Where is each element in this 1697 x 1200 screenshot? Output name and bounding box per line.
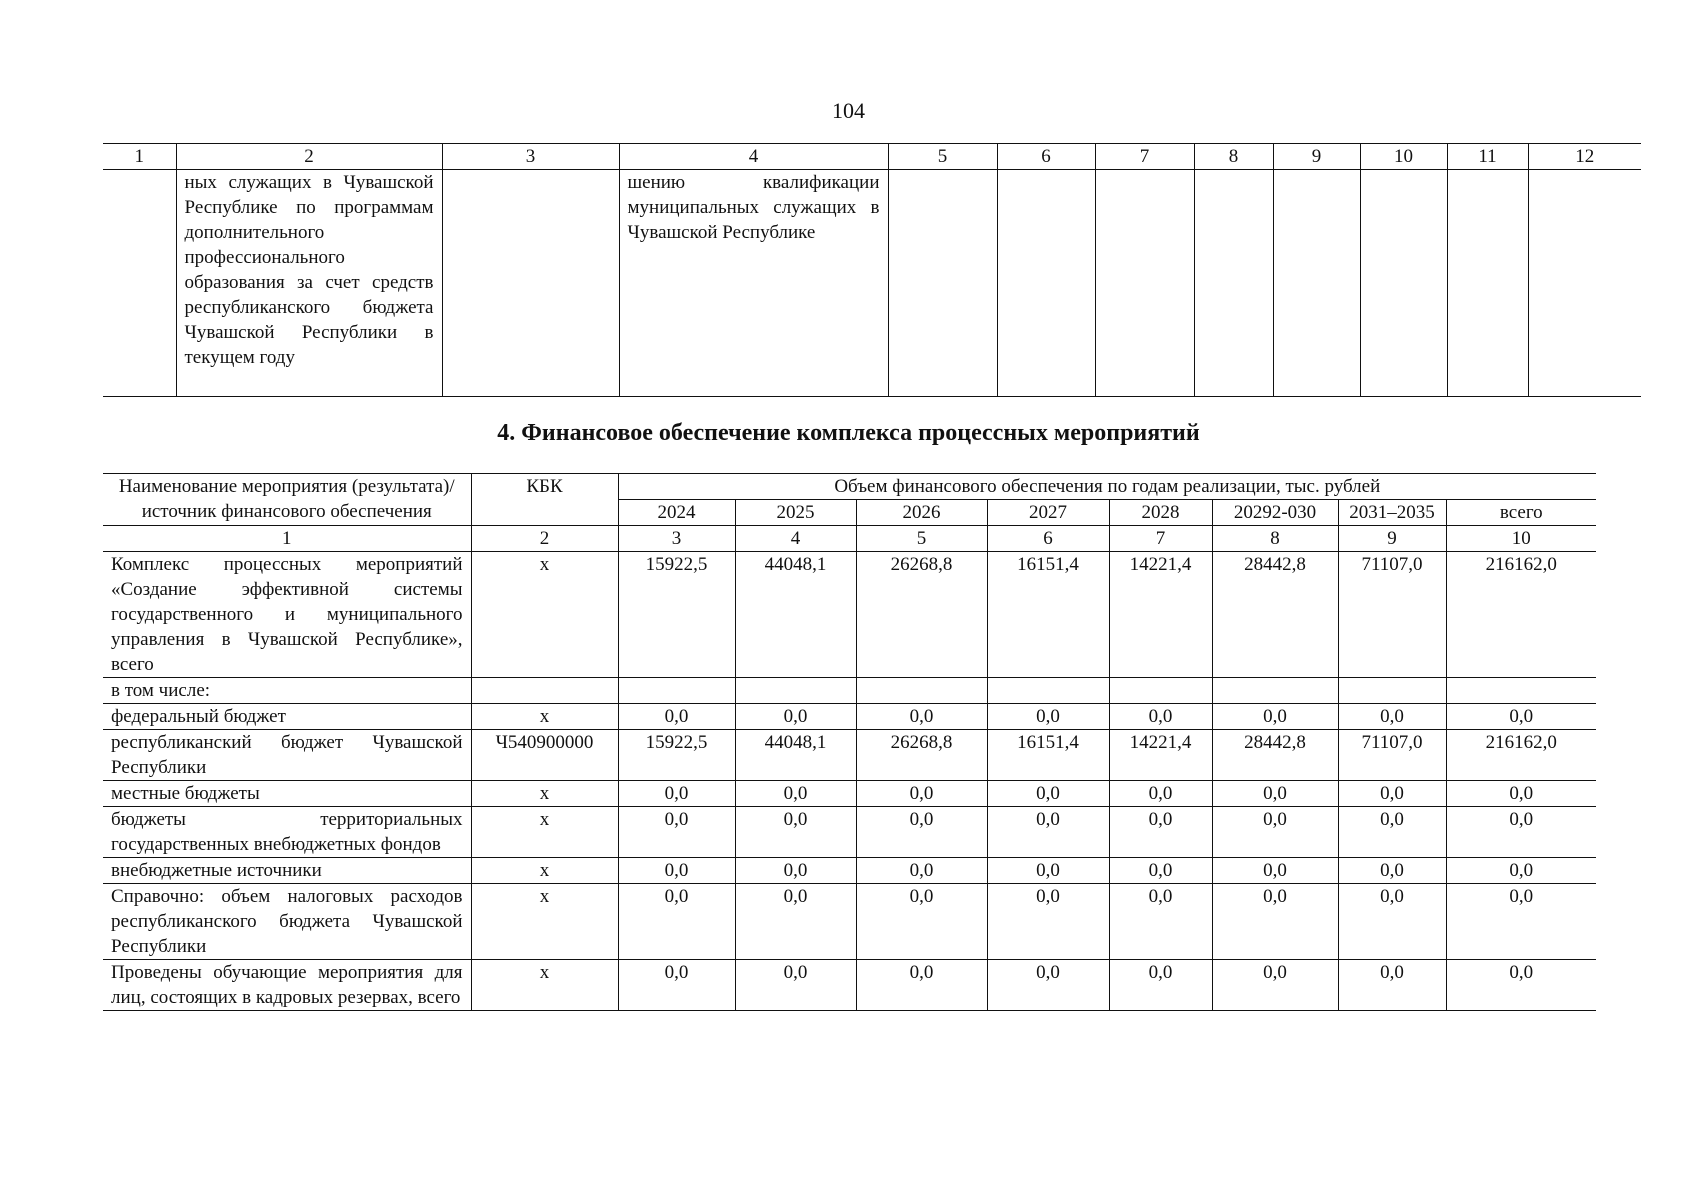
table-row xyxy=(103,884,1596,960)
year-value: 26268,8 xyxy=(856,730,987,781)
year-value: 0,0 xyxy=(856,704,987,730)
year-value: 0,0 xyxy=(618,960,735,1011)
year-value: 0,0 xyxy=(1212,884,1338,960)
year-value: 15922,5 xyxy=(618,730,735,781)
year-value: 0,0 xyxy=(735,807,856,858)
total-value: 216162,0 xyxy=(1446,552,1596,678)
column-number-row xyxy=(103,144,1641,170)
source-name: республиканский бюджет Чувашской Республики xyxy=(103,730,471,781)
total-value: 0,0 xyxy=(1446,858,1596,884)
total-value: 0,0 xyxy=(1446,781,1596,807)
indicator-description: шению квалификации муниципальных служащих в Чувашской Республике xyxy=(619,170,888,397)
column-number: 5 xyxy=(856,526,987,552)
source-name: внебюджетные источники xyxy=(103,858,471,884)
column-number: 1 xyxy=(103,144,176,170)
kbk-code xyxy=(471,678,618,704)
column-number-row xyxy=(103,526,1596,552)
source-name: Проведены обучающие мероприятия для лиц, состоящих в кадровых резервах, всего xyxy=(103,960,471,1011)
year-value: 0,0 xyxy=(1338,960,1446,1011)
year-value: 0,0 xyxy=(987,781,1109,807)
year-value: 0,0 xyxy=(856,960,987,1011)
column-number: 10 xyxy=(1446,526,1596,552)
column-number: 2 xyxy=(176,144,442,170)
year-value: 0,0 xyxy=(1212,781,1338,807)
column-number: 9 xyxy=(1273,144,1360,170)
year-value: 0,0 xyxy=(987,884,1109,960)
column-number: 6 xyxy=(987,526,1109,552)
total-value: 0,0 xyxy=(1446,704,1596,730)
year-value: 0,0 xyxy=(618,807,735,858)
year-value: 0,0 xyxy=(1338,884,1446,960)
result-description: ных служащих в Чувашской Республике по программам дополнительного профессионального образования за счет средств республиканского бюджета Чувашской Республики в текущем году xyxy=(176,170,442,397)
year-value: 0,0 xyxy=(618,858,735,884)
year-value: 0,0 xyxy=(1338,858,1446,884)
year-value: 0,0 xyxy=(987,960,1109,1011)
header-name: Наименование мероприятия (результата)/источник финансового обеспечения xyxy=(103,474,471,526)
year-value xyxy=(987,678,1109,704)
column-number: 11 xyxy=(1447,144,1528,170)
year-value: 0,0 xyxy=(618,704,735,730)
section-title: 4. Финансовое обеспечение комплекса процессных мероприятий xyxy=(497,420,1200,446)
year-value xyxy=(1109,678,1212,704)
column-number: 8 xyxy=(1212,526,1338,552)
year-value: 0,0 xyxy=(856,858,987,884)
year-header: 2024 xyxy=(618,500,735,526)
table-row xyxy=(103,730,1596,781)
column-number: 12 xyxy=(1528,144,1641,170)
header-row xyxy=(103,474,1596,500)
year-value: 28442,8 xyxy=(1212,552,1338,678)
total-value: 0,0 xyxy=(1446,807,1596,858)
year-value: 16151,4 xyxy=(987,730,1109,781)
table-row xyxy=(103,858,1596,884)
year-value: 44048,1 xyxy=(735,552,856,678)
year-value: 0,0 xyxy=(856,884,987,960)
year-value: 0,0 xyxy=(1338,807,1446,858)
column-number: 3 xyxy=(618,526,735,552)
year-value: 0,0 xyxy=(735,781,856,807)
year-value: 26268,8 xyxy=(856,552,987,678)
kbk-code: x xyxy=(471,884,618,960)
year-value xyxy=(856,678,987,704)
kbk-code: x xyxy=(471,781,618,807)
year-value: 14221,4 xyxy=(1109,730,1212,781)
year-value: 0,0 xyxy=(618,884,735,960)
kbk-code: x xyxy=(471,858,618,884)
year-value: 0,0 xyxy=(1109,858,1212,884)
year-value: 0,0 xyxy=(1338,781,1446,807)
year-value: 0,0 xyxy=(1212,960,1338,1011)
total-value: 0,0 xyxy=(1446,960,1596,1011)
year-value: 0,0 xyxy=(987,858,1109,884)
table-row xyxy=(103,704,1596,730)
source-name: федеральный бюджет xyxy=(103,704,471,730)
year-value: 0,0 xyxy=(1212,807,1338,858)
column-number: 7 xyxy=(1109,526,1212,552)
source-name: Комплекс процессных мероприятий «Создание эффективной системы государственного и муниципального управления в Чувашской Республике», всего xyxy=(103,552,471,678)
year-value xyxy=(735,678,856,704)
column-number: 4 xyxy=(735,526,856,552)
year-header: 2025 xyxy=(735,500,856,526)
year-value: 0,0 xyxy=(735,858,856,884)
source-name: бюджеты территориальных государственных внебюджетных фондов xyxy=(103,807,471,858)
total-value: 216162,0 xyxy=(1446,730,1596,781)
year-header: 2027 xyxy=(987,500,1109,526)
column-number: 2 xyxy=(471,526,618,552)
year-header: 2031–2035 xyxy=(1338,500,1446,526)
continuation-table xyxy=(103,143,1641,397)
column-number: 8 xyxy=(1194,144,1273,170)
year-value: 0,0 xyxy=(987,704,1109,730)
column-number: 4 xyxy=(619,144,888,170)
table-row xyxy=(103,960,1596,1011)
year-value: 0,0 xyxy=(735,960,856,1011)
year-value: 71107,0 xyxy=(1338,552,1446,678)
source-name: в том числе: xyxy=(103,678,471,704)
year-value: 14221,4 xyxy=(1109,552,1212,678)
year-value: 16151,4 xyxy=(987,552,1109,678)
year-value: 0,0 xyxy=(735,704,856,730)
source-name: местные бюджеты xyxy=(103,781,471,807)
financing-table xyxy=(103,473,1596,1011)
year-value: 0,0 xyxy=(1212,704,1338,730)
header-volume: Объем финансового обеспечения по годам реализации, тыс. рублей xyxy=(618,474,1596,500)
header-kbk: КБК xyxy=(471,474,618,526)
year-value xyxy=(1212,678,1338,704)
kbk-code: x xyxy=(471,552,618,678)
year-value: 0,0 xyxy=(987,807,1109,858)
column-number: 1 xyxy=(103,526,471,552)
year-value xyxy=(618,678,735,704)
table-row xyxy=(103,552,1596,678)
year-value: 71107,0 xyxy=(1338,730,1446,781)
year-value: 0,0 xyxy=(1109,807,1212,858)
year-value: 0,0 xyxy=(1109,884,1212,960)
year-value: 0,0 xyxy=(1109,781,1212,807)
year-value: 15922,5 xyxy=(618,552,735,678)
column-number: 10 xyxy=(1360,144,1447,170)
year-value: 0,0 xyxy=(1338,704,1446,730)
column-number: 3 xyxy=(442,144,619,170)
kbk-code: x xyxy=(471,704,618,730)
kbk-code: x xyxy=(471,960,618,1011)
table-row xyxy=(103,170,1641,397)
year-header: 2026 xyxy=(856,500,987,526)
year-header: 2028 xyxy=(1109,500,1212,526)
column-number: 5 xyxy=(888,144,997,170)
table-row xyxy=(103,678,1596,704)
year-value: 0,0 xyxy=(856,781,987,807)
year-value: 0,0 xyxy=(1109,704,1212,730)
column-number: 7 xyxy=(1095,144,1194,170)
year-value: 0,0 xyxy=(1212,858,1338,884)
total-value xyxy=(1446,678,1596,704)
total-value: 0,0 xyxy=(1446,884,1596,960)
year-value: 28442,8 xyxy=(1212,730,1338,781)
page-number: 104 xyxy=(832,98,865,123)
year-value: 0,0 xyxy=(1109,960,1212,1011)
kbk-code: x xyxy=(471,807,618,858)
table-row xyxy=(103,781,1596,807)
year-header: 20292-030 xyxy=(1212,500,1338,526)
kbk-code: Ч540900000 xyxy=(471,730,618,781)
year-value: 0,0 xyxy=(735,884,856,960)
column-number: 9 xyxy=(1338,526,1446,552)
column-number: 6 xyxy=(997,144,1095,170)
total-header: всего xyxy=(1446,500,1596,526)
year-value xyxy=(1338,678,1446,704)
table-row xyxy=(103,807,1596,858)
source-name: Справочно: объем налоговых расходов республиканского бюджета Чувашской Республики xyxy=(103,884,471,960)
year-value: 0,0 xyxy=(856,807,987,858)
year-value: 0,0 xyxy=(618,781,735,807)
year-value: 44048,1 xyxy=(735,730,856,781)
